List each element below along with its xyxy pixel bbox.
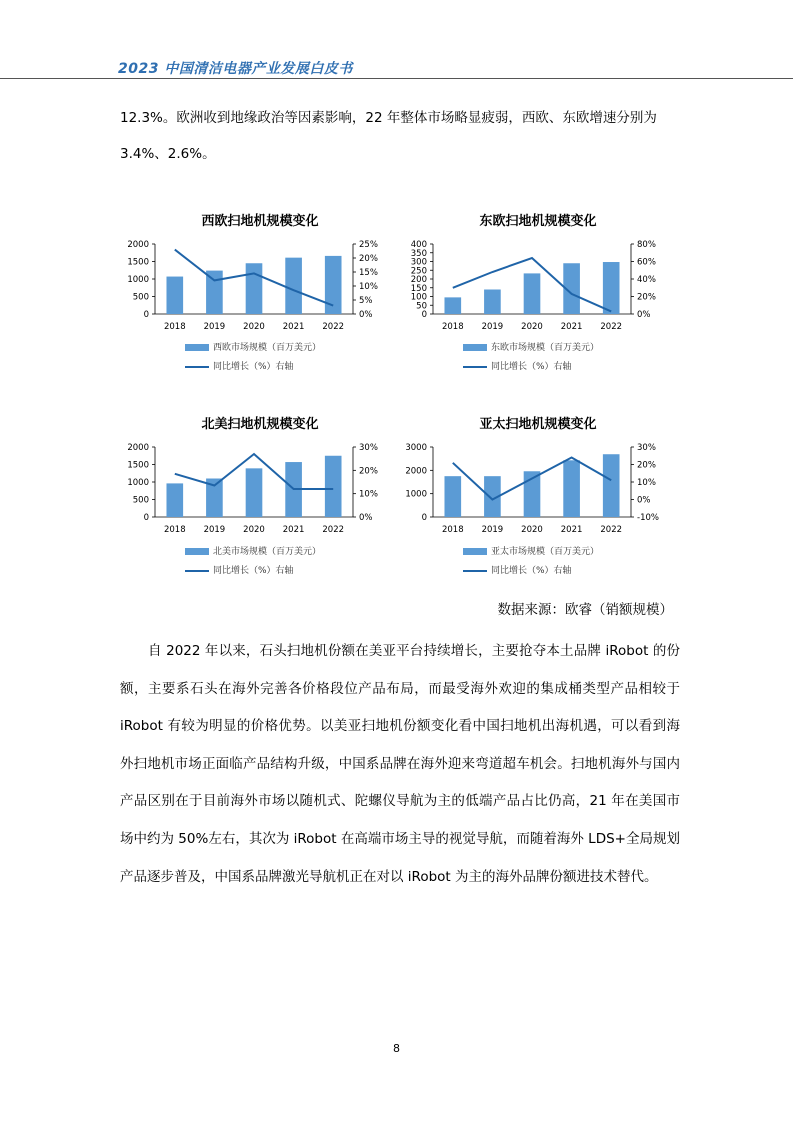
legend-line-item <box>185 563 294 575</box>
legend-line-item <box>463 359 572 371</box>
bar <box>444 297 461 314</box>
chart-title: 亚太扫地机规模变化 <box>479 417 597 432</box>
legend-bar-label: 亚太市场规模（百万美元） <box>491 547 600 557</box>
x-tick-label: 2020 <box>521 525 543 535</box>
bar <box>524 273 541 314</box>
y-right-tick-label: 0% <box>637 495 651 506</box>
y-left-tick-label: 2000 <box>127 443 149 453</box>
y-right-tick-label: 10% <box>637 478 656 488</box>
y-right-tick-label: 5% <box>359 296 373 306</box>
x-tick-label: 2022 <box>322 525 345 535</box>
chart-title: 西欧扫地机规模变化 <box>201 214 319 229</box>
header-title: 2023 中国清洁电器产业发展白皮书 <box>118 61 353 77</box>
legend-line-label: 同比增长（%）右轴 <box>213 566 294 576</box>
y-left-tick-label: 2000 <box>127 240 149 250</box>
x-tick-label: 2019 <box>481 525 504 535</box>
y-right-tick-label: 0% <box>359 513 373 523</box>
legend-bar-swatch <box>185 548 209 555</box>
x-tick-label: 2021 <box>560 525 583 535</box>
bar <box>166 277 183 314</box>
chart-west-europe <box>115 210 405 390</box>
x-tick-label: 2021 <box>282 322 305 332</box>
x-tick-label: 2021 <box>560 322 583 332</box>
bar <box>285 258 302 314</box>
x-tick-label: 2021 <box>282 525 305 535</box>
y-left-tick-label: 1000 <box>405 489 427 500</box>
x-tick-label: 2018 <box>441 525 464 535</box>
bar <box>484 290 501 315</box>
y-right-tick-label: 0% <box>637 310 651 320</box>
legend-bar-item <box>463 544 599 556</box>
x-tick-label: 2022 <box>600 322 623 332</box>
y-right-tick-label: 20% <box>359 466 378 477</box>
legend-bar-label: 东欧市场规模（百万美元） <box>491 343 600 353</box>
y-left-tick-label: 1500 <box>127 257 149 268</box>
y-right-tick-label: 0% <box>359 310 373 320</box>
x-tick-label: 2019 <box>203 525 226 535</box>
legend-bar-swatch <box>185 344 209 351</box>
chart-north-america <box>115 413 405 593</box>
paragraph-intro: 12.3%。欧洲收到地缘政治等因素影响，22 年整体市场略显疲弱，西欧、东欧增速分别为 3.4%、2.6%。 <box>120 110 657 162</box>
bar <box>246 468 263 517</box>
y-right-tick-label: 20% <box>637 460 656 471</box>
legend-line-swatch <box>185 570 209 572</box>
y-left-tick-label: 0 <box>421 513 427 523</box>
legend-bar-item <box>185 340 321 352</box>
y-left-tick-label: 500 <box>132 292 149 303</box>
legend-line-label: 同比增长（%）右轴 <box>491 362 572 372</box>
y-right-tick-label: 25% <box>359 240 378 250</box>
y-left-tick-label: 1000 <box>127 275 149 285</box>
x-tick-label: 2018 <box>163 322 186 332</box>
y-left-tick-label: 100 <box>410 292 427 303</box>
bar <box>603 262 620 314</box>
y-left-tick-label: 350 <box>410 248 427 259</box>
bar <box>444 476 461 517</box>
y-right-tick-label: 20% <box>637 292 656 303</box>
y-right-tick-label: 30% <box>637 443 656 453</box>
legend-line-swatch <box>185 366 209 368</box>
y-left-tick-label: 50 <box>416 301 427 312</box>
y-left-tick-label: 1500 <box>127 460 149 471</box>
y-left-tick-label: 500 <box>132 495 149 506</box>
legend-line-label: 同比增长（%）右轴 <box>491 566 572 576</box>
y-left-tick-label: 3000 <box>405 443 427 453</box>
y-right-tick-label: 15% <box>359 268 378 278</box>
x-tick-label: 2022 <box>600 525 623 535</box>
bar <box>563 460 580 517</box>
chart-asia-pacific <box>393 413 683 593</box>
y-right-tick-label: 40% <box>637 275 656 285</box>
y-left-tick-label: 400 <box>410 240 427 250</box>
y-right-tick-label: -10% <box>637 513 659 523</box>
y-right-tick-label: 10% <box>359 282 378 292</box>
y-left-tick-label: 250 <box>410 266 427 277</box>
chart-title: 北美扫地机规模变化 <box>201 417 319 432</box>
legend-bar-swatch <box>463 548 487 555</box>
y-left-tick-label: 1000 <box>127 478 149 488</box>
legend-line-label: 同比增长（%）右轴 <box>213 362 294 372</box>
data-source-note: 数据来源：欧睿（销额规模） <box>497 602 673 618</box>
y-right-tick-label: 80% <box>637 240 656 250</box>
x-tick-label: 2020 <box>243 322 265 332</box>
y-right-tick-label: 20% <box>359 254 378 264</box>
y-left-tick-label: 300 <box>410 257 427 268</box>
legend-bar-item <box>185 544 321 556</box>
y-left-tick-label: 0 <box>421 310 427 320</box>
legend-bar-label: 北美市场规模（百万美元） <box>213 547 322 557</box>
y-left-tick-label: 150 <box>410 283 427 294</box>
legend-line-swatch <box>463 366 487 368</box>
x-tick-label: 2019 <box>203 322 226 332</box>
y-right-tick-label: 10% <box>359 489 378 500</box>
x-tick-label: 2022 <box>322 322 345 332</box>
legend-line-item <box>185 359 294 371</box>
y-right-tick-label: 60% <box>637 257 656 268</box>
legend-bar-label: 西欧市场规模（百万美元） <box>213 343 322 353</box>
legend-bar-item <box>463 340 599 352</box>
bar <box>325 456 342 517</box>
paragraph-body: 自 2022 年以来，石头扫地机份额在美亚平台持续增长，主要抢夺本土品牌 iRobot 的份额，主要系石头在海外完善各价格段位产品布局，而最受海外欢迎的集成桶类型产品相较于 iRobot 有较为明显的价格优势。以美亚扫地机份额变化看中国扫地机出海机遇，可以看到海外扫地机市场正面临产品结构升级，中国系品牌在海外迎来弯道超车机会。扫地机海外与国内产品区别在于目前海外市场以随机式、陀螺仪导航为主的低端产品占比仍高，21 年在美国市场中约为 50%左右，其次为 iRobot 在高端市场主导的视觉导航，而随着海外 LDS+全局规划产品逐步普及，中国系品牌激光导航机正在对以 iRobot 为主的海外品牌份额进技术替代。 <box>120 643 680 885</box>
x-tick-label: 2020 <box>243 525 265 535</box>
chart-title: 东欧扫地机规模变化 <box>479 214 597 229</box>
y-left-tick-label: 0 <box>143 310 149 320</box>
legend-line-swatch <box>463 570 487 572</box>
x-tick-label: 2018 <box>163 525 186 535</box>
x-tick-label: 2018 <box>441 322 464 332</box>
legend-line-item <box>463 563 572 575</box>
y-left-tick-label: 0 <box>143 513 149 523</box>
page-number: 8 <box>393 1042 400 1055</box>
bar <box>246 263 263 314</box>
y-left-tick-label: 2000 <box>405 466 427 477</box>
y-left-tick-label: 200 <box>410 275 427 285</box>
x-tick-label: 2020 <box>521 322 543 332</box>
header-divider <box>0 78 793 79</box>
bar <box>166 483 183 517</box>
chart-east-europe <box>393 210 683 390</box>
y-right-tick-label: 30% <box>359 443 378 453</box>
x-tick-label: 2019 <box>481 322 504 332</box>
bar <box>603 454 620 517</box>
legend-bar-swatch <box>463 344 487 351</box>
